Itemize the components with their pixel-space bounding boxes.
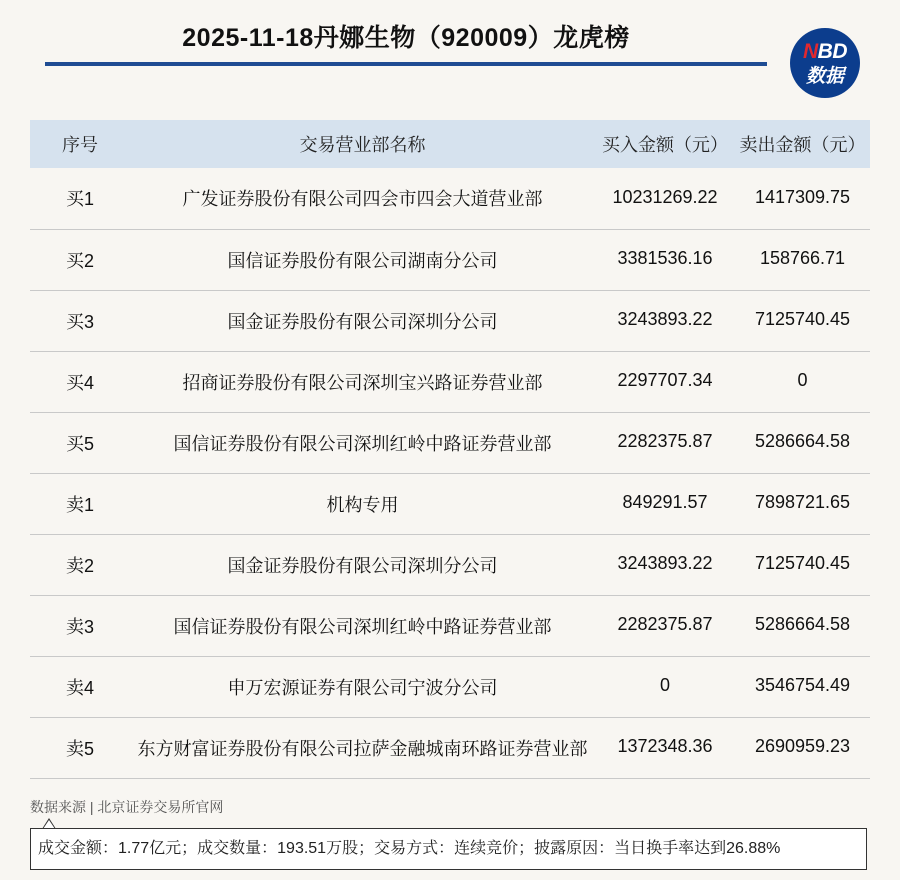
table-row [30,595,870,656]
data-source: 数据来源 | 北京证券交易所官网 [30,799,224,815]
cell-sell: 2690959.23 [735,717,870,778]
cell-seq: 买3 [30,290,130,351]
table-row [30,656,870,717]
cell-sell: 0 [735,351,870,412]
cell-buy: 0 [595,656,735,717]
table-row [30,351,870,412]
cell-buy: 3381536.16 [595,229,735,290]
cell-name: 国金证券股份有限公司深圳分公司 [130,534,595,595]
cell-buy: 3243893.22 [595,290,735,351]
cell-name: 广发证券股份有限公司四会市四会大道营业部 [130,168,595,229]
cell-seq: 买4 [30,351,130,412]
col-header-sell: 卖出金额（元） [735,120,870,168]
col-header-name: 交易营业部名称 [130,120,595,168]
cell-name: 国金证券股份有限公司深圳分公司 [130,290,595,351]
page-title: 2025-11-18丹娜生物（920009）龙虎榜 [182,24,630,52]
nbd-logo [790,28,860,98]
cell-buy: 2282375.87 [595,595,735,656]
table-row [30,290,870,351]
cell-seq: 卖4 [30,656,130,717]
logo-bottom-text: 数据 [805,65,844,87]
cell-sell: 5286664.58 [735,412,870,473]
cell-sell: 7125740.45 [735,290,870,351]
table-header-row [30,120,870,168]
cell-seq: 买2 [30,229,130,290]
table-body [30,168,870,778]
cell-buy: 3243893.22 [595,534,735,595]
table-row [30,229,870,290]
cell-name: 招商证券股份有限公司深圳宝兴路证券营业部 [130,351,595,412]
cell-sell: 158766.71 [735,229,870,290]
cell-buy: 849291.57 [595,473,735,534]
cell-buy: 2297707.34 [595,351,735,412]
cell-name: 申万宏源证券有限公司宁波分公司 [130,656,595,717]
trade-summary-note: 成交金额：1.77亿元；成交数量：193.51万股；交易方式：连续竞价；披露原因：当日换手率达到26.88% [30,828,867,870]
cell-seq: 买1 [30,168,130,229]
table-header [30,120,870,168]
cell-sell: 1417309.75 [735,168,870,229]
cell-name: 国信证券股份有限公司湖南分公司 [130,229,595,290]
cell-name: 国信证券股份有限公司深圳红岭中路证券营业部 [130,412,595,473]
cell-buy: 1372348.36 [595,717,735,778]
cell-buy: 2282375.87 [595,412,735,473]
logo-top-letters: BD [817,40,847,63]
cell-seq: 卖5 [30,717,130,778]
col-header-seq: 序号 [30,120,130,168]
cell-sell: 5286664.58 [735,595,870,656]
cell-seq: 卖3 [30,595,130,656]
cell-name: 东方财富证券股份有限公司拉萨金融城南环路证券营业部 [130,717,595,778]
cell-sell: 3546754.49 [735,656,870,717]
title-underline [45,62,767,66]
table-row [30,717,870,778]
logo-accent-letter: N [802,40,818,63]
cell-seq: 买5 [30,412,130,473]
cell-name: 国信证券股份有限公司深圳红岭中路证券营业部 [130,595,595,656]
cell-seq: 卖1 [30,473,130,534]
cell-seq: 卖2 [30,534,130,595]
table-row [30,412,870,473]
trading-table [30,120,870,779]
table-row [30,473,870,534]
table-row [30,168,870,229]
cell-sell: 7898721.65 [735,473,870,534]
cell-sell: 7125740.45 [735,534,870,595]
col-header-buy: 买入金额（元） [595,120,735,168]
cell-name: 机构专用 [130,473,595,534]
table-row [30,534,870,595]
cell-buy: 10231269.22 [595,168,735,229]
